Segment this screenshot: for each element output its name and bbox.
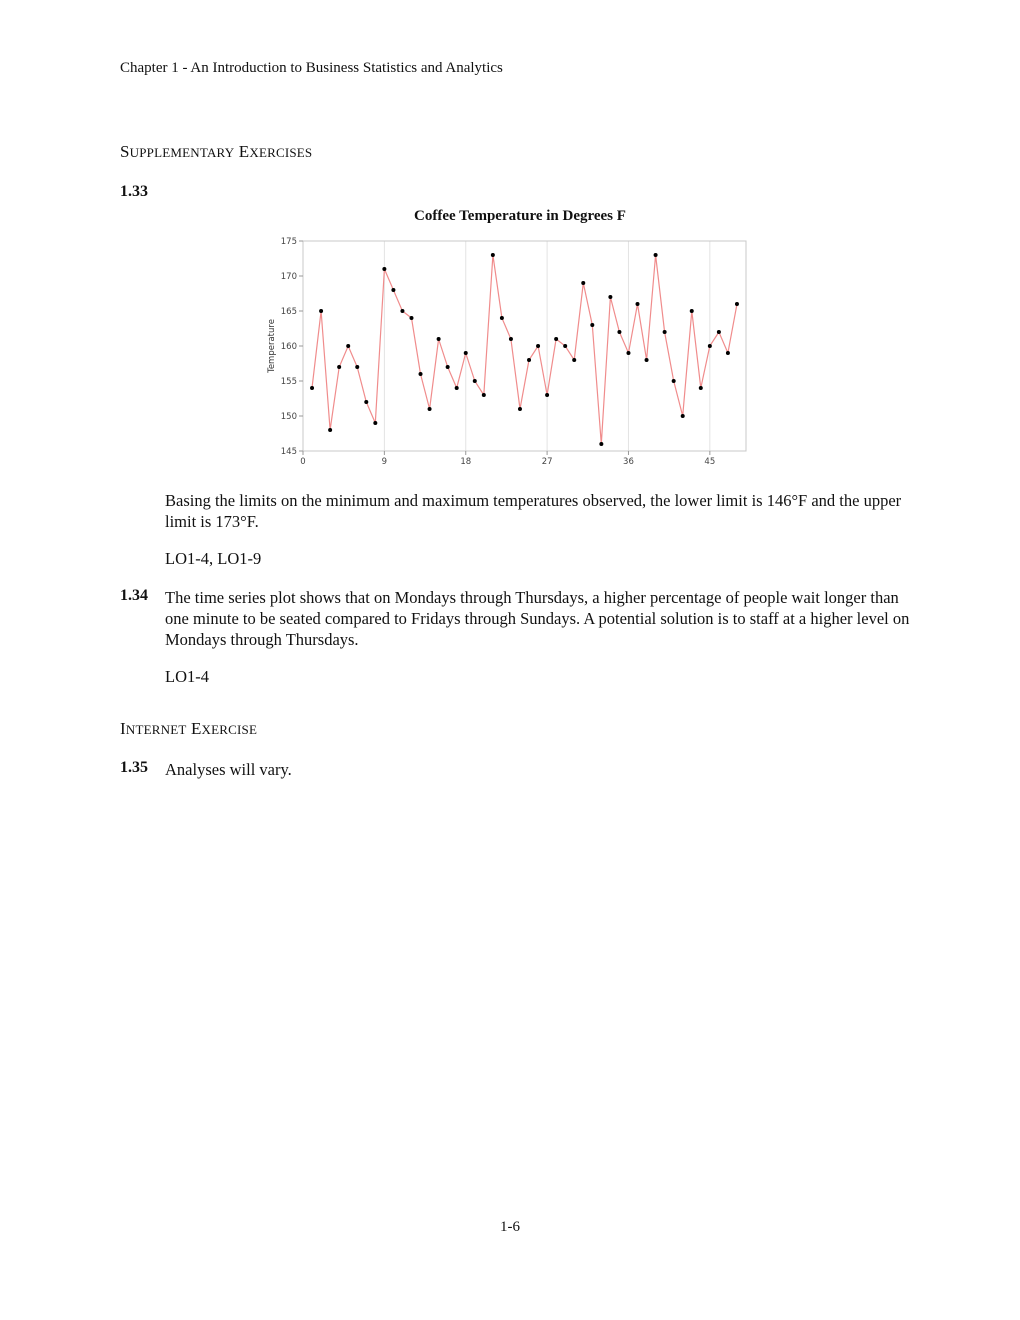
heading-letter: S — [120, 142, 130, 161]
data-point — [626, 351, 630, 355]
data-point — [726, 351, 730, 355]
heading-letter: I — [120, 719, 126, 738]
y-tick-label: 165 — [280, 307, 297, 317]
plot-frame — [303, 241, 746, 451]
data-point — [672, 379, 676, 383]
heading-smallcaps: XERCISES — [249, 145, 313, 160]
data-point — [491, 253, 495, 257]
x-tick-label: 0 — [300, 457, 306, 467]
data-point — [419, 372, 423, 376]
data-point — [681, 414, 685, 418]
exercise-number-1-34: 1.34 — [120, 587, 148, 604]
data-point — [663, 330, 667, 334]
data-point — [509, 337, 513, 341]
data-point — [355, 365, 359, 369]
data-point — [545, 393, 549, 397]
data-point — [337, 365, 341, 369]
data-point — [391, 288, 395, 292]
series-line — [312, 255, 737, 444]
exercise-1-35-answer: Analyses will vary. — [165, 760, 292, 779]
data-point — [572, 358, 576, 362]
x-tick-label: 18 — [460, 457, 472, 467]
data-point — [482, 393, 486, 397]
learning-objectives-1-34: LO1-4 — [165, 667, 209, 686]
data-point — [464, 351, 468, 355]
data-point — [455, 386, 459, 390]
exercise-number-1-35: 1.35 — [120, 759, 148, 776]
data-point — [346, 344, 350, 348]
data-point — [699, 386, 703, 390]
exercise-number-1-33: 1.33 — [120, 183, 148, 200]
exercise-1-34-answer: The time series plot shows that on Mondays through Thursdays, a higher percentage of people wait longer than one minute to be seated compared to Fridays through Sundays. A potential solution is to staff at a higher level on Mondays through Thursdays. — [165, 588, 910, 649]
exercise-1-33-answer: Basing the limits on the minimum and maximum temperatures observed, the lower limit is 146°F and the upper limit is 173°F. — [165, 491, 902, 531]
data-point — [690, 309, 694, 313]
data-point — [400, 309, 404, 313]
data-point — [735, 302, 739, 306]
data-point — [708, 344, 712, 348]
y-axis-label: Temperature — [267, 319, 277, 373]
data-point — [717, 330, 721, 334]
data-point — [608, 295, 612, 299]
y-tick-label: 145 — [280, 447, 297, 457]
data-point — [617, 330, 621, 334]
section-heading-supplementary — [120, 142, 312, 162]
coffee-temperature-chart — [260, 232, 760, 472]
data-point — [518, 407, 522, 411]
y-tick-label: 150 — [280, 412, 297, 422]
data-point — [409, 316, 413, 320]
data-point — [636, 302, 640, 306]
x-tick-label: 45 — [704, 457, 716, 467]
data-point — [554, 337, 558, 341]
data-point — [563, 344, 567, 348]
data-point — [319, 309, 323, 313]
heading-smallcaps: UPPLEMENTARY — [129, 145, 235, 160]
data-point — [473, 379, 477, 383]
data-point — [446, 365, 450, 369]
x-tick-label: 9 — [381, 457, 388, 467]
chapter-header: Chapter 1 - An Introduction to Business Statistics and Analytics — [120, 60, 503, 76]
data-point — [437, 337, 441, 341]
data-point — [645, 358, 649, 362]
data-point — [328, 428, 332, 432]
heading-letter: E — [234, 142, 250, 161]
data-point — [590, 323, 594, 327]
data-point — [310, 386, 314, 390]
data-point — [500, 316, 504, 320]
heading-smallcaps: NTERNET — [125, 722, 187, 737]
heading-letter: E — [186, 719, 202, 738]
data-point — [428, 407, 432, 411]
chart-title: Coffee Temperature in Degrees F — [414, 208, 626, 224]
data-point — [364, 400, 368, 404]
page-number: 1-6 — [500, 1219, 520, 1235]
y-tick-label: 155 — [280, 377, 297, 387]
y-tick-label: 160 — [280, 342, 297, 352]
data-point — [599, 442, 603, 446]
heading-smallcaps: XERCISE — [201, 722, 258, 737]
y-tick-label: 170 — [280, 272, 297, 282]
data-point — [373, 421, 377, 425]
x-tick-label: 36 — [623, 457, 634, 467]
data-point — [382, 267, 386, 271]
y-tick-label: 175 — [280, 237, 297, 247]
x-tick-label: 27 — [541, 457, 553, 467]
data-point — [581, 281, 585, 285]
data-point — [654, 253, 658, 257]
learning-objectives-1-33: LO1-4, LO1-9 — [165, 549, 262, 568]
data-point — [536, 344, 540, 348]
section-heading-internet — [120, 719, 257, 739]
data-point — [527, 358, 531, 362]
